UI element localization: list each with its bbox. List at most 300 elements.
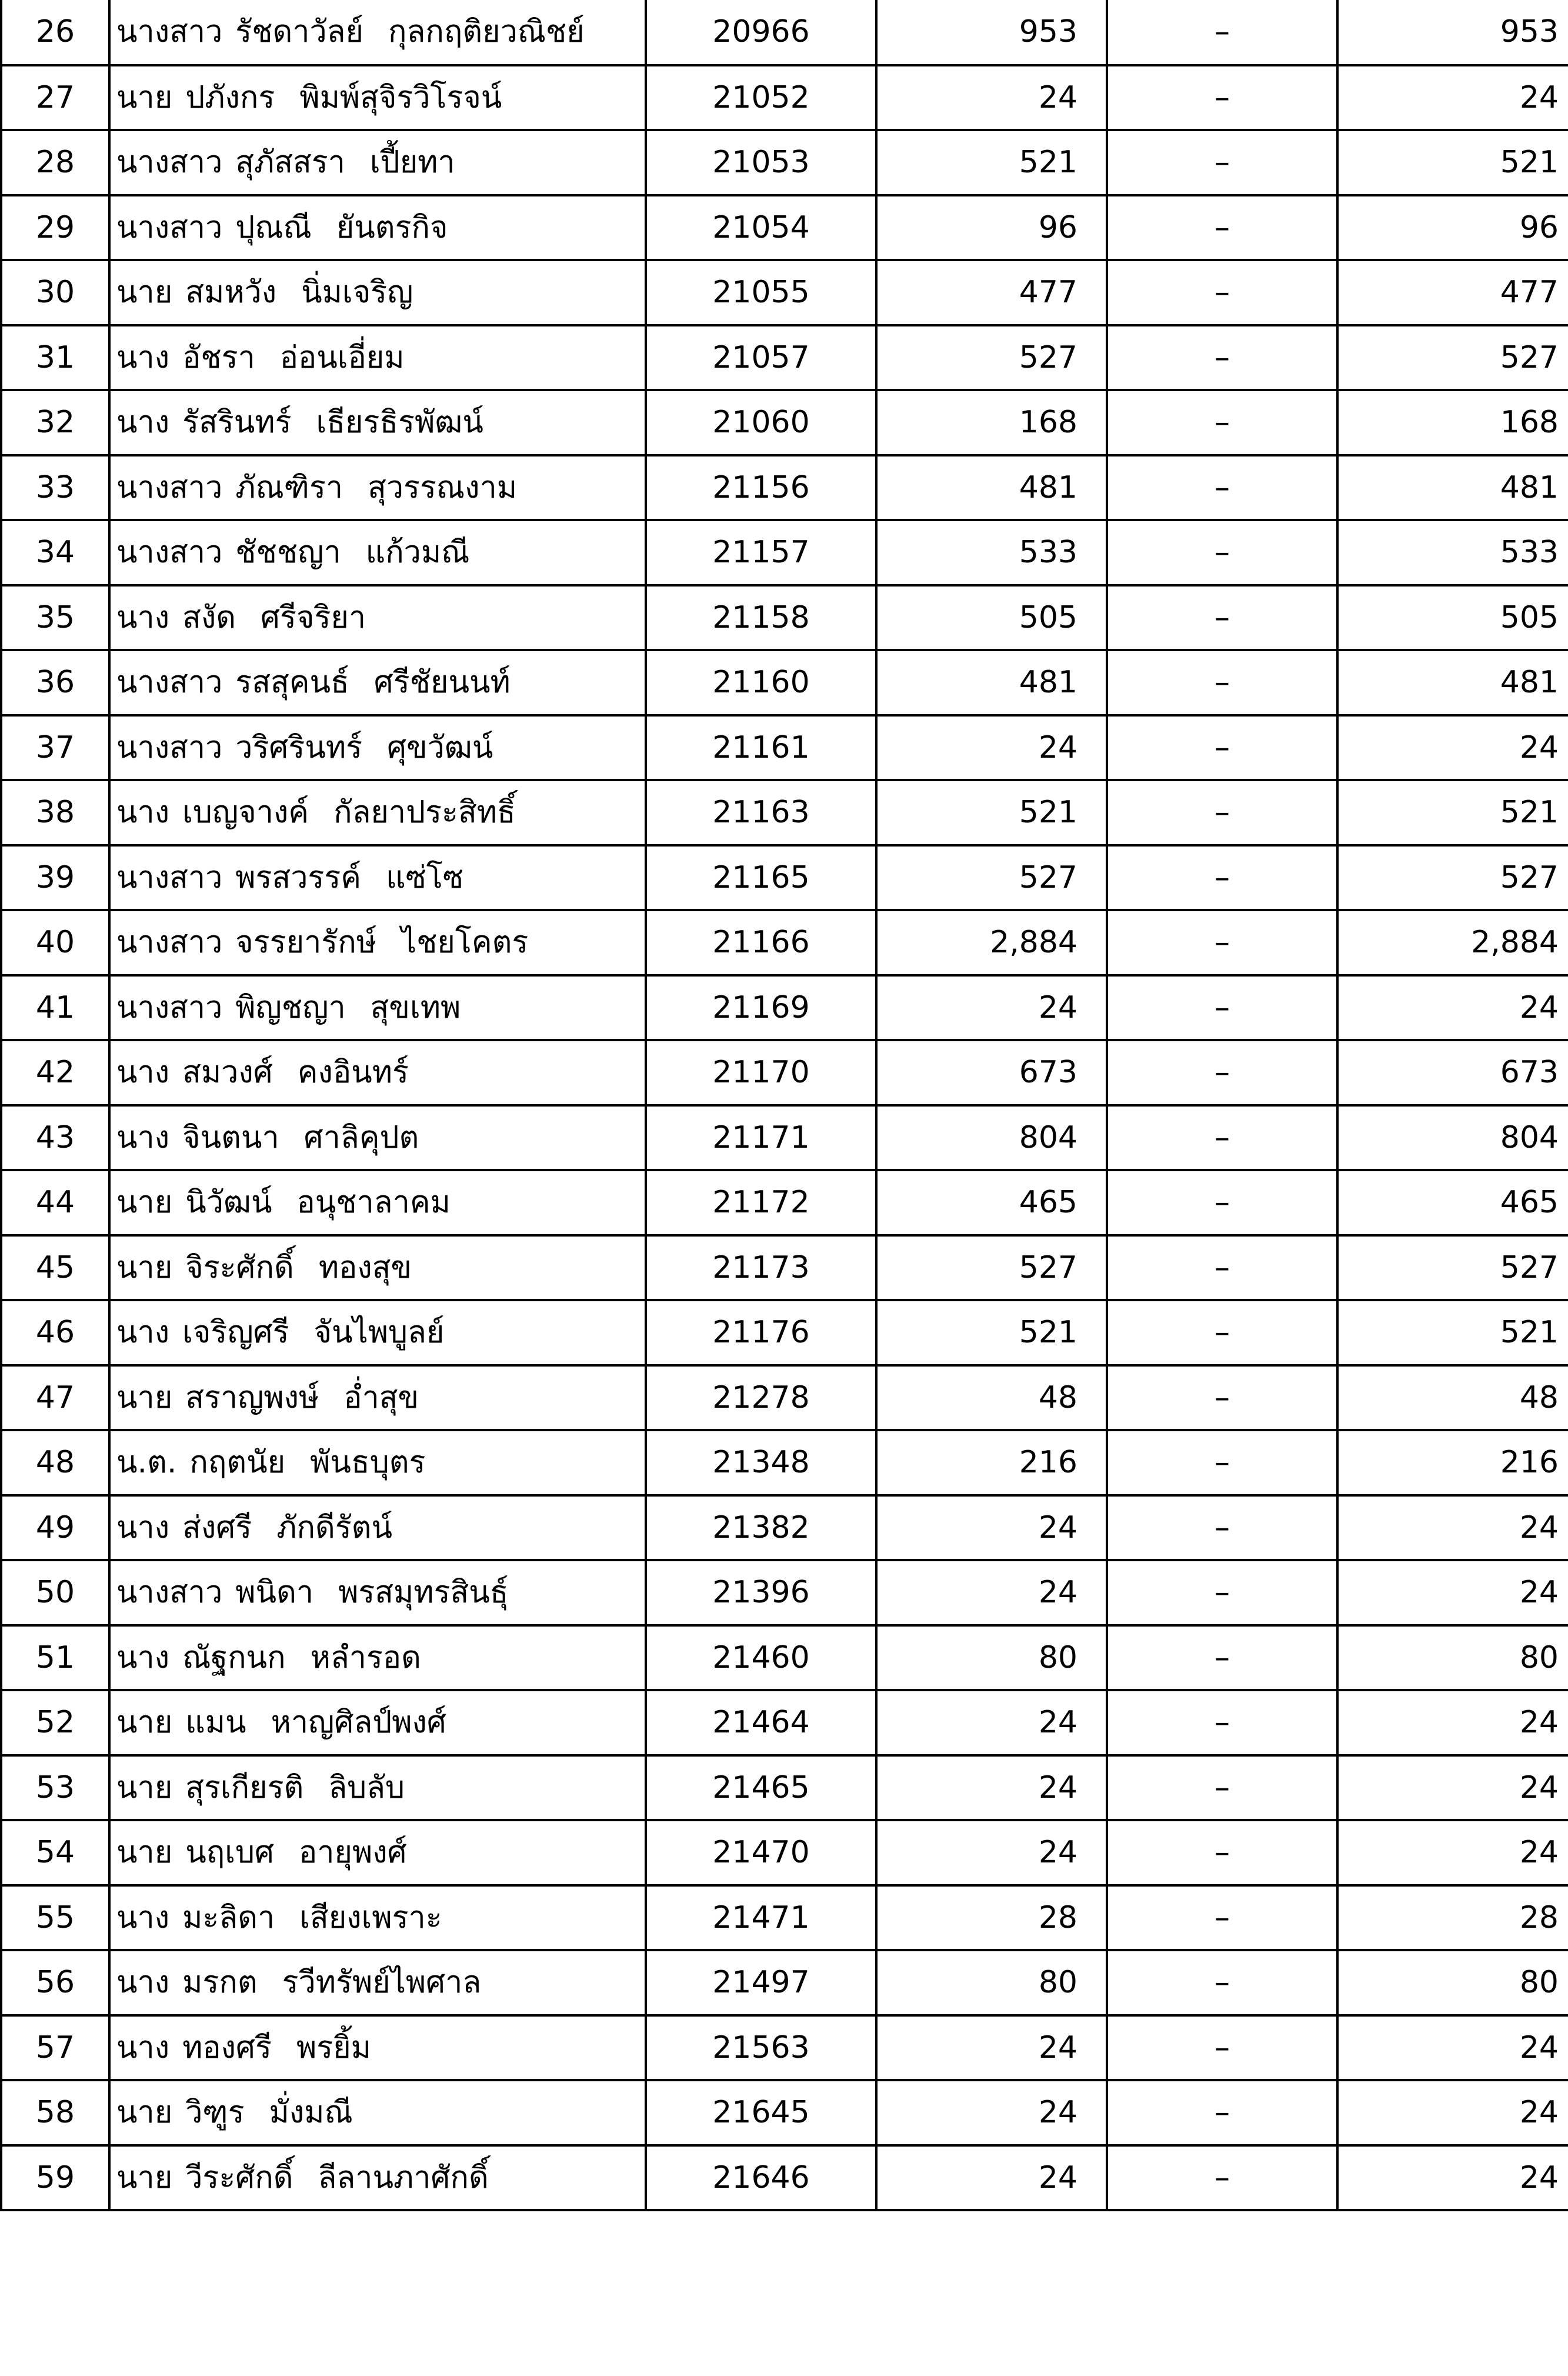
row-number-cell: 39	[1, 845, 109, 911]
total-cell: 533	[1337, 520, 1568, 585]
name-title: นางสาว	[116, 665, 223, 701]
name-cell	[109, 1625, 646, 1691]
table-row	[1, 2145, 1568, 2211]
first-name: จิระศักดิ์	[185, 1249, 294, 1285]
amount-cell: 527	[876, 845, 1107, 911]
deduction-cell: –	[1107, 910, 1337, 975]
first-name: แมน	[185, 1705, 246, 1741]
row-number-cell: 53	[1, 1755, 109, 1821]
name-cell	[109, 1300, 646, 1365]
table-row	[1, 1560, 1568, 1625]
first-name: สงัด	[182, 599, 236, 635]
deduction-cell: –	[1107, 195, 1337, 261]
first-name: วริศรินทร์	[235, 729, 363, 765]
member-id-cell: 21471	[646, 1885, 876, 1951]
amount-cell: 521	[876, 780, 1107, 845]
table-row	[1, 2080, 1568, 2145]
first-name: เบญจางค์	[182, 795, 309, 831]
member-id-cell: 21165	[646, 845, 876, 911]
name-cell	[109, 1235, 646, 1301]
amount-cell: 24	[876, 975, 1107, 1041]
last-name: ลีลานภาศักดิ์	[318, 2160, 489, 2195]
last-name: ภักดีรัตน์	[276, 1509, 392, 1545]
deduction-cell: –	[1107, 1430, 1337, 1495]
deduction-cell: –	[1107, 0, 1337, 65]
row-number-cell: 45	[1, 1235, 109, 1301]
name-cell	[109, 65, 646, 131]
deduction-cell: –	[1107, 1885, 1337, 1951]
member-id-cell: 21646	[646, 2145, 876, 2211]
table-body	[1, 0, 1568, 2210]
amount-cell: 24	[876, 1495, 1107, 1561]
total-cell: 24	[1337, 1560, 1568, 1625]
name-title: นาง	[116, 795, 170, 831]
name-cell	[109, 1105, 646, 1171]
table-row	[1, 1170, 1568, 1235]
first-name: รัชดาวัลย์	[235, 14, 364, 50]
last-name: ลิบลับ	[328, 1769, 405, 1805]
total-cell: 527	[1337, 845, 1568, 911]
row-number-cell: 30	[1, 260, 109, 325]
last-name: ไชยโคตร	[401, 925, 529, 961]
total-cell: 673	[1337, 1040, 1568, 1105]
deduction-cell: –	[1107, 455, 1337, 521]
table-row	[1, 1235, 1568, 1301]
name-cell	[109, 1690, 646, 1755]
first-name: พิญชญา	[235, 989, 346, 1025]
name-title: นาย	[116, 1185, 173, 1221]
total-cell: 48	[1337, 1365, 1568, 1431]
first-name: ภัณฑิรา	[235, 469, 343, 505]
total-cell: 24	[1337, 975, 1568, 1041]
member-id-cell: 21157	[646, 520, 876, 585]
first-name: รสสุคนธ์	[235, 665, 349, 701]
table-row	[1, 715, 1568, 781]
row-number-cell: 43	[1, 1105, 109, 1171]
amount-cell: 481	[876, 455, 1107, 521]
amount-cell: 505	[876, 585, 1107, 651]
first-name: พนิดา	[235, 1575, 314, 1611]
name-title: นางสาว	[116, 925, 223, 961]
name-title: นาง	[116, 1509, 170, 1545]
last-name: คงอินทร์	[297, 1055, 409, 1091]
name-title: นาง	[116, 339, 170, 375]
row-number-cell: 42	[1, 1040, 109, 1105]
total-cell: 24	[1337, 2080, 1568, 2145]
amount-cell: 24	[876, 2080, 1107, 2145]
name-cell	[109, 390, 646, 455]
first-name: ปภังกร	[185, 79, 275, 115]
total-cell: 24	[1337, 2015, 1568, 2081]
table-row	[1, 780, 1568, 845]
table-row	[1, 845, 1568, 911]
total-cell: 168	[1337, 390, 1568, 455]
total-cell: 24	[1337, 715, 1568, 781]
name-title: นาง	[116, 1965, 170, 2001]
row-number-cell: 54	[1, 1820, 109, 1885]
first-name: ณัฐกนก	[182, 1639, 286, 1675]
total-cell: 80	[1337, 1625, 1568, 1691]
last-name: ศรีชัยนนท์	[373, 665, 511, 701]
table-row	[1, 130, 1568, 195]
last-name: นิ่มเจริญ	[301, 275, 413, 311]
name-cell	[109, 1755, 646, 1821]
table-row	[1, 2015, 1568, 2081]
name-title: นาย	[116, 275, 173, 311]
deduction-cell: –	[1107, 845, 1337, 911]
last-name: ยันตรกิจ	[336, 209, 448, 245]
member-id-cell: 21396	[646, 1560, 876, 1625]
total-cell: 481	[1337, 650, 1568, 715]
last-name: ทองสุข	[318, 1249, 412, 1285]
first-name: ชัชชญา	[235, 535, 341, 571]
last-name: พันธบุตร	[310, 1445, 426, 1481]
name-cell	[109, 1885, 646, 1951]
first-name: พรสวรรค์	[235, 859, 362, 895]
row-number-cell: 26	[1, 0, 109, 65]
first-name: สมหวัง	[185, 275, 277, 311]
amount-cell: 24	[876, 1755, 1107, 1821]
table-row	[1, 1300, 1568, 1365]
member-id-cell: 21278	[646, 1365, 876, 1431]
first-name: จินตนา	[182, 1119, 279, 1155]
amount-cell: 673	[876, 1040, 1107, 1105]
name-cell	[109, 1560, 646, 1625]
name-title: นาง	[116, 1315, 170, 1351]
last-name: ศรีจริยา	[261, 599, 366, 635]
amount-cell: 24	[876, 1690, 1107, 1755]
name-title: นาย	[116, 1769, 173, 1805]
amount-cell: 96	[876, 195, 1107, 261]
member-id-cell: 21173	[646, 1235, 876, 1301]
row-number-cell: 56	[1, 1950, 109, 2015]
row-number-cell: 44	[1, 1170, 109, 1235]
total-cell: 521	[1337, 1300, 1568, 1365]
deduction-cell: –	[1107, 2080, 1337, 2145]
name-cell	[109, 260, 646, 325]
deduction-cell: –	[1107, 1040, 1337, 1105]
first-name: รัสรินทร์	[182, 405, 292, 441]
name-cell	[109, 715, 646, 781]
member-id-cell: 21176	[646, 1300, 876, 1365]
last-name: อายุพงศ์	[299, 1835, 407, 1871]
row-number-cell: 47	[1, 1365, 109, 1431]
last-name: รวีทรัพย์ไพศาล	[282, 1965, 482, 2001]
total-cell: 216	[1337, 1430, 1568, 1495]
member-id-cell: 21460	[646, 1625, 876, 1691]
last-name: สุขเทพ	[370, 989, 461, 1025]
amount-cell: 48	[876, 1365, 1107, 1431]
amount-cell: 24	[876, 715, 1107, 781]
table-row	[1, 585, 1568, 651]
last-name: แซ่โซ	[386, 859, 464, 895]
member-id-cell: 21563	[646, 2015, 876, 2081]
first-name: วีระศักดิ์	[185, 2160, 293, 2195]
last-name: พรยิ้ม	[296, 2030, 371, 2065]
table-row	[1, 975, 1568, 1041]
member-id-cell: 21645	[646, 2080, 876, 2145]
name-title: นาย	[116, 1379, 173, 1415]
amount-cell: 24	[876, 1820, 1107, 1885]
amount-cell: 527	[876, 325, 1107, 391]
name-title: นาง	[116, 2030, 170, 2065]
deduction-cell: –	[1107, 1690, 1337, 1755]
row-number-cell: 34	[1, 520, 109, 585]
last-name: อ่อนเอี่ยม	[279, 339, 405, 375]
total-cell: 24	[1337, 1690, 1568, 1755]
deduction-cell: –	[1107, 1950, 1337, 2015]
amount-cell: 24	[876, 65, 1107, 131]
amount-cell: 24	[876, 1560, 1107, 1625]
table-row	[1, 325, 1568, 391]
amount-cell: 216	[876, 1430, 1107, 1495]
total-cell: 24	[1337, 1755, 1568, 1821]
table-row	[1, 1495, 1568, 1561]
name-title: นาย	[116, 2095, 173, 2131]
member-id-cell: 21464	[646, 1690, 876, 1755]
amount-cell: 2,884	[876, 910, 1107, 975]
member-id-cell: 21497	[646, 1950, 876, 2015]
name-title: นางสาว	[116, 1575, 223, 1611]
row-number-cell: 41	[1, 975, 109, 1041]
first-name: อัชรา	[182, 339, 255, 375]
deduction-cell: –	[1107, 130, 1337, 195]
member-id-cell: 21057	[646, 325, 876, 391]
table-row	[1, 1040, 1568, 1105]
amount-cell: 481	[876, 650, 1107, 715]
table-row	[1, 260, 1568, 325]
total-cell: 804	[1337, 1105, 1568, 1171]
deduction-cell: –	[1107, 715, 1337, 781]
name-title: นาง	[116, 1119, 170, 1155]
deduction-cell: –	[1107, 1495, 1337, 1561]
amount-cell: 80	[876, 1950, 1107, 2015]
first-name: ทองศรี	[182, 2030, 272, 2065]
table-row	[1, 390, 1568, 455]
total-cell: 477	[1337, 260, 1568, 325]
member-id-cell: 21465	[646, 1755, 876, 1821]
first-name: ส่งศรี	[182, 1509, 252, 1545]
table-row	[1, 195, 1568, 261]
first-name: สุรเกียรติ	[185, 1769, 304, 1805]
row-number-cell: 35	[1, 585, 109, 651]
total-cell: 465	[1337, 1170, 1568, 1235]
deduction-cell: –	[1107, 1560, 1337, 1625]
first-name: เจริญศรี	[182, 1315, 289, 1351]
total-cell: 24	[1337, 1820, 1568, 1885]
row-number-cell: 48	[1, 1430, 109, 1495]
amount-cell: 465	[876, 1170, 1107, 1235]
row-number-cell: 29	[1, 195, 109, 261]
row-number-cell: 28	[1, 130, 109, 195]
first-name: สราญพงษ์	[185, 1379, 319, 1415]
member-id-cell: 20966	[646, 0, 876, 65]
deduction-cell: –	[1107, 520, 1337, 585]
name-title: น.ต.	[116, 1445, 177, 1481]
first-name: มะลิดา	[182, 1900, 275, 1935]
deduction-cell: –	[1107, 1755, 1337, 1821]
table-row	[1, 1885, 1568, 1951]
first-name: นิวัฒน์	[185, 1185, 272, 1221]
name-cell	[109, 1820, 646, 1885]
name-cell	[109, 650, 646, 715]
amount-cell: 80	[876, 1625, 1107, 1691]
table-row	[1, 1950, 1568, 2015]
row-number-cell: 40	[1, 910, 109, 975]
first-name: สุภัสสรา	[235, 145, 345, 181]
total-cell: 96	[1337, 195, 1568, 261]
total-cell: 24	[1337, 2145, 1568, 2211]
member-id-cell: 21382	[646, 1495, 876, 1561]
row-number-cell: 57	[1, 2015, 109, 2081]
table-row	[1, 520, 1568, 585]
member-id-cell: 21052	[646, 65, 876, 131]
total-cell: 527	[1337, 1235, 1568, 1301]
first-name: จรรยารักษ์	[235, 925, 376, 961]
first-name: มรกต	[182, 1965, 258, 2001]
table-row	[1, 1690, 1568, 1755]
table-row	[1, 1365, 1568, 1431]
table-row	[1, 910, 1568, 975]
name-cell	[109, 455, 646, 521]
last-name: สุวรรณงาม	[368, 469, 517, 505]
deduction-cell: –	[1107, 1105, 1337, 1171]
deduction-cell: –	[1107, 780, 1337, 845]
row-number-cell: 49	[1, 1495, 109, 1561]
name-cell	[109, 1170, 646, 1235]
first-name: สมวงศ์	[182, 1055, 273, 1091]
last-name: อ่ำสุข	[343, 1379, 419, 1415]
last-name: แก้วมณี	[365, 535, 470, 571]
amount-cell: 953	[876, 0, 1107, 65]
last-name: อนุชาลาคม	[296, 1185, 451, 1221]
deduction-cell: –	[1107, 2015, 1337, 2081]
total-cell: 24	[1337, 1495, 1568, 1561]
name-title: นางสาว	[116, 209, 223, 245]
table-row	[1, 0, 1568, 65]
member-id-cell: 21170	[646, 1040, 876, 1105]
member-id-cell: 21160	[646, 650, 876, 715]
name-cell	[109, 0, 646, 65]
table-row	[1, 1105, 1568, 1171]
name-cell	[109, 195, 646, 261]
last-name: กุลกฤติยวณิชย์	[388, 14, 585, 50]
last-name: เสียงเพราะ	[299, 1900, 442, 1935]
name-cell	[109, 845, 646, 911]
name-title: นางสาว	[116, 535, 223, 571]
row-number-cell: 46	[1, 1300, 109, 1365]
first-name: วิฑูร	[185, 2095, 245, 2131]
member-id-cell: 21054	[646, 195, 876, 261]
member-id-cell: 21055	[646, 260, 876, 325]
member-id-cell: 21470	[646, 1820, 876, 1885]
amount-cell: 533	[876, 520, 1107, 585]
amount-cell: 24	[876, 2015, 1107, 2081]
amount-cell: 804	[876, 1105, 1107, 1171]
name-cell	[109, 1495, 646, 1561]
deduction-cell: –	[1107, 1820, 1337, 1885]
name-title: นาง	[116, 599, 170, 635]
deduction-cell: –	[1107, 1365, 1337, 1431]
total-cell: 521	[1337, 780, 1568, 845]
row-number-cell: 51	[1, 1625, 109, 1691]
member-id-cell: 21169	[646, 975, 876, 1041]
name-cell	[109, 975, 646, 1041]
name-cell	[109, 2145, 646, 2211]
deduction-cell: –	[1107, 325, 1337, 391]
first-name: ปุณณี	[235, 209, 312, 245]
member-id-cell: 21156	[646, 455, 876, 521]
deduction-cell: –	[1107, 390, 1337, 455]
total-cell: 80	[1337, 1950, 1568, 2015]
name-cell	[109, 2015, 646, 2081]
deduction-cell: –	[1107, 585, 1337, 651]
amount-cell: 521	[876, 1300, 1107, 1365]
table-row	[1, 1820, 1568, 1885]
name-cell	[109, 585, 646, 651]
amount-cell: 24	[876, 2145, 1107, 2211]
name-cell	[109, 520, 646, 585]
deduction-cell: –	[1107, 1170, 1337, 1235]
name-title: นาง	[116, 1055, 170, 1091]
last-name: หลำรอด	[310, 1639, 421, 1675]
deduction-cell: –	[1107, 2145, 1337, 2211]
table-row	[1, 1625, 1568, 1691]
deduction-cell: –	[1107, 65, 1337, 131]
row-number-cell: 52	[1, 1690, 109, 1755]
last-name: ศุขวัฒน์	[387, 729, 493, 765]
table-row	[1, 650, 1568, 715]
deduction-cell: –	[1107, 975, 1337, 1041]
row-number-cell: 38	[1, 780, 109, 845]
last-name: ศาลิคุปต	[303, 1119, 419, 1155]
amount-cell: 527	[876, 1235, 1107, 1301]
row-number-cell: 59	[1, 2145, 109, 2211]
row-number-cell: 32	[1, 390, 109, 455]
deduction-cell: –	[1107, 260, 1337, 325]
name-cell	[109, 910, 646, 975]
table-row	[1, 1755, 1568, 1821]
amount-cell: 168	[876, 390, 1107, 455]
member-id-cell: 21053	[646, 130, 876, 195]
last-name: มั่งมณี	[269, 2095, 353, 2131]
name-cell	[109, 1365, 646, 1431]
total-cell: 481	[1337, 455, 1568, 521]
name-title: นางสาว	[116, 14, 223, 50]
last-name: กัลยาประสิทธิ์	[333, 795, 516, 831]
row-number-cell: 31	[1, 325, 109, 391]
last-name: พรสมุทรสินธุ์	[338, 1575, 509, 1611]
name-title: นาย	[116, 1835, 173, 1871]
total-cell: 2,884	[1337, 910, 1568, 975]
table-row	[1, 455, 1568, 521]
total-cell: 527	[1337, 325, 1568, 391]
amount-cell: 521	[876, 130, 1107, 195]
name-cell	[109, 780, 646, 845]
last-name: เปี้ยทา	[369, 145, 455, 181]
last-name: เธียรธิรพัฒน์	[316, 405, 483, 441]
member-id-cell: 21172	[646, 1170, 876, 1235]
name-cell	[109, 325, 646, 391]
name-title: นาง	[116, 405, 170, 441]
last-name: หาญศิลป์พงศ์	[271, 1705, 446, 1741]
row-number-cell: 55	[1, 1885, 109, 1951]
total-cell: 24	[1337, 65, 1568, 131]
name-title: นาย	[116, 2160, 173, 2195]
member-id-cell: 21158	[646, 585, 876, 651]
member-id-cell: 21060	[646, 390, 876, 455]
total-cell: 28	[1337, 1885, 1568, 1951]
